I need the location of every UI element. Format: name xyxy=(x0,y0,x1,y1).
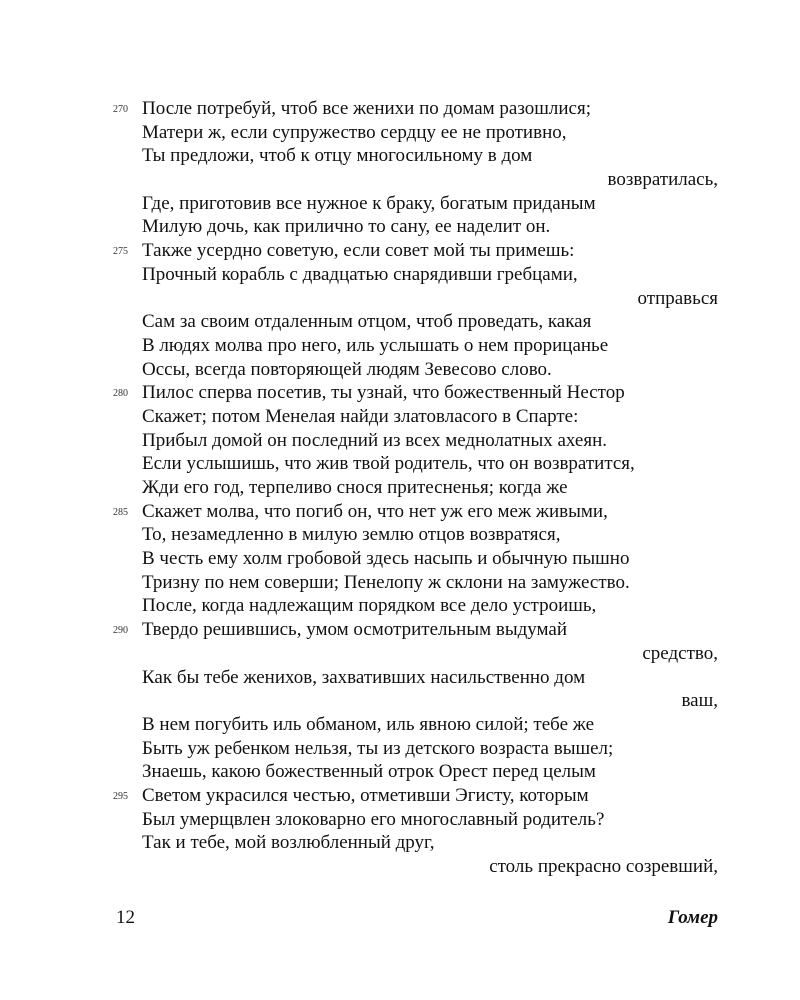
verse-text: Сам за своим отдаленным отцом, чтоб проведать, какая xyxy=(142,311,592,333)
verse-line xyxy=(0,263,800,287)
verse-text: Прибыл домой он последний из всех меднолатных ахеян. xyxy=(142,429,608,451)
verse-line xyxy=(0,594,800,618)
line-number: 290 xyxy=(113,625,128,637)
verse-text: В людях молва про него, иль услышать о нем прорицанье xyxy=(142,334,609,356)
running-head: Гомер xyxy=(667,907,718,928)
verse-text: Матери ж, если супружество сердцу ее не противно, xyxy=(142,121,567,143)
verse-text: Твердо решившись, умом осмотрительным выдумай xyxy=(142,619,568,641)
verse-line xyxy=(0,144,800,168)
verse-line xyxy=(0,334,800,358)
verse-text: То, незамедленно в милую землю отцов возвратяся, xyxy=(142,524,561,546)
verse-text: После потребуй, чтоб все женихи по домам разошлися; xyxy=(142,98,591,119)
verse-line xyxy=(0,784,800,808)
verse-line xyxy=(0,500,800,524)
verse-text: Жди его год, терпеливо снося притесненья; когда же xyxy=(142,477,568,498)
verse-line xyxy=(0,405,800,429)
verse-text: столь прекрасно созревший, xyxy=(489,856,718,877)
verse-line xyxy=(0,429,800,453)
verse-line xyxy=(0,737,800,761)
verse-text: Скажет молва, что погиб он, что нет уж его меж живыми, xyxy=(142,500,608,522)
verse-text: отправься xyxy=(637,287,718,309)
verse-text: Тризну по нем соверши; Пенелопу ж склони на замужество. xyxy=(142,571,630,593)
line-number: 295 xyxy=(113,790,128,802)
verse-line xyxy=(0,310,800,334)
verse-text: Также усердно советую, если совет мой ты примешь: xyxy=(142,240,575,262)
verse-line xyxy=(0,689,800,713)
verse-text: Как бы тебе женихов, захвативших насильственно дом xyxy=(142,666,586,688)
line-number: 280 xyxy=(113,388,128,400)
verse-text: Если услышишь, что жив твой родитель, что он возвратится, xyxy=(142,453,635,475)
page-footer xyxy=(0,905,800,931)
verse-line xyxy=(0,642,800,666)
verse-line xyxy=(0,192,800,216)
verse-line xyxy=(0,358,800,382)
verse-line xyxy=(0,97,800,121)
verse-text: Знаешь, какою божественный отрок Орест перед целым xyxy=(142,761,596,783)
verse-line xyxy=(0,831,800,855)
verse-text: возвратилась, xyxy=(607,169,718,191)
verse-text: Милую дочь, как прилично то сану, ее наделит он. xyxy=(142,216,551,238)
verse-text: Ты предложи, чтоб к отцу многосильному в дом xyxy=(142,145,533,167)
verse-text: Был умерщвлен злоковарно его многославный родитель? xyxy=(142,808,605,830)
page-number: 12 xyxy=(116,907,135,928)
verse-line xyxy=(0,239,800,263)
verse-line xyxy=(0,523,800,547)
line-number: 270 xyxy=(113,104,128,115)
verse-text: Светом украсился честью, отметивши Эгисту, которым xyxy=(142,784,589,806)
line-number: 275 xyxy=(113,246,128,258)
verse-line xyxy=(0,121,800,145)
verse-line xyxy=(0,760,800,784)
verse-line xyxy=(0,571,800,595)
line-number: 285 xyxy=(113,506,128,518)
verse-text: Пилос сперва посетив, ты узнай, что божественный Нестор xyxy=(142,382,625,404)
verse-text: После, когда надлежащим порядком все дело устроишь, xyxy=(142,595,597,617)
verse-line xyxy=(0,476,800,500)
verse-text: Прочный корабль с двадцатью снарядивши гребцами, xyxy=(142,263,578,285)
verse-text: Скажет; потом Менелая найди златовласого в Спарте: xyxy=(142,405,579,427)
verse-line xyxy=(0,666,800,690)
verse-line xyxy=(0,168,800,192)
verse-text: В нем погубить иль обманом, иль явною силой; тебе же xyxy=(142,713,595,735)
verse-line xyxy=(0,452,800,476)
verse-line xyxy=(0,381,800,405)
verse-line xyxy=(0,287,800,311)
verse-text: Быть уж ребенком нельзя, ты из детского возраста вышел; xyxy=(142,737,614,759)
verse-block xyxy=(0,97,800,879)
verse-text: ваш, xyxy=(681,690,718,712)
verse-line xyxy=(0,547,800,571)
verse-text: средство, xyxy=(642,642,718,664)
verse-text: Так и тебе, мой возлюбленный друг, xyxy=(142,832,435,854)
verse-text: Оссы, всегда повторяющей людям Зевесово слово. xyxy=(142,358,552,380)
verse-text: Где, приготовив все нужное к браку, богатым приданым xyxy=(142,192,596,214)
verse-line xyxy=(0,855,800,879)
verse-line xyxy=(0,215,800,239)
verse-line xyxy=(0,618,800,642)
verse-line xyxy=(0,808,800,832)
verse-text: В честь ему холм гробовой здесь насыпь и обычную пышно xyxy=(142,548,630,570)
verse-line xyxy=(0,713,800,737)
